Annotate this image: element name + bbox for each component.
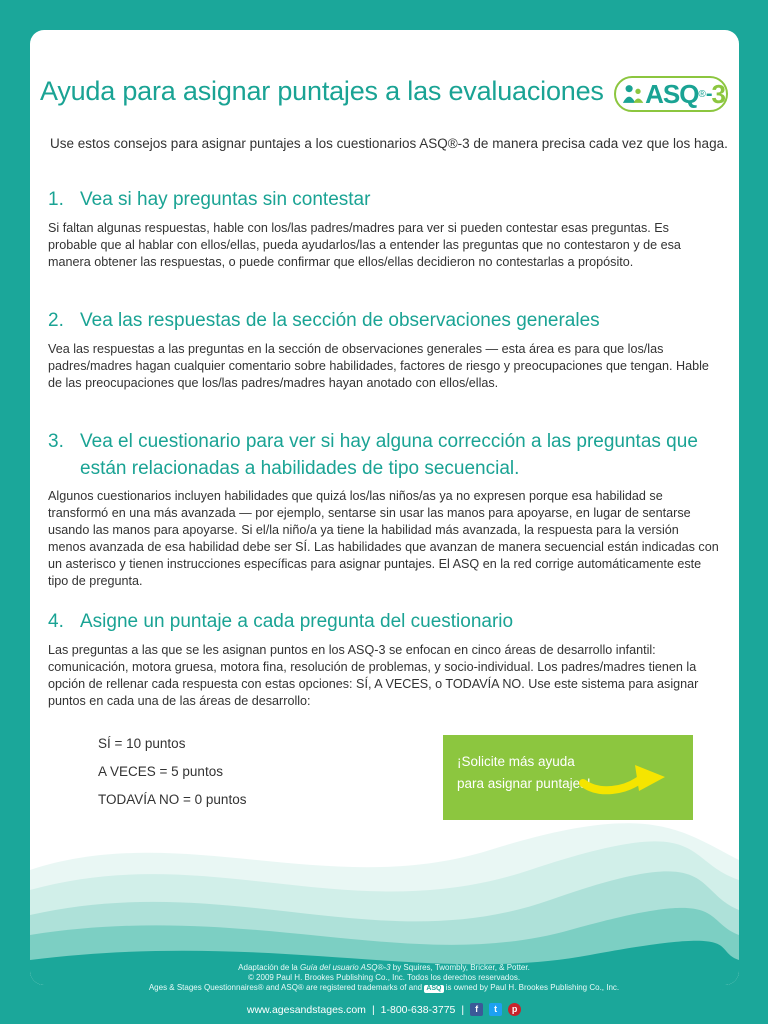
section-2-heading (48, 307, 600, 334)
section-title: Vea el cuestionario para ver si hay alguna corrección a las preguntas que (80, 431, 698, 452)
section-number: 2. (48, 310, 64, 331)
section-title-continued: están relacionadas a habilidades de tipo secuencial. (80, 458, 520, 479)
section-3-heading (48, 428, 698, 482)
footer-credits (0, 963, 768, 993)
document-card (30, 30, 739, 985)
footer-copyright: © 2009 Paul H. Brookes Publishing Co., Inc. Todos los derechos reservados. (247, 973, 521, 982)
cta-line-1: ¡Solicite más ayuda (457, 754, 575, 769)
asq-mini-logo: ASQ (426, 985, 442, 992)
section-title: Asigne un puntaje a cada pregunta del cuestionario (80, 611, 514, 632)
section-4-heading (48, 608, 513, 635)
facebook-icon[interactable]: f (470, 1003, 483, 1016)
footer-text: Adaptación de la (238, 963, 300, 972)
logo-registered: ® (698, 88, 706, 100)
separator: | (461, 1003, 465, 1016)
section-1-heading (48, 186, 370, 213)
section-title: Vea las respuestas de la sección de observaciones generales (80, 310, 600, 331)
section-title: Vea si hay preguntas sin contestar (80, 189, 371, 210)
logo-number: 3 (711, 78, 726, 109)
score-not-yet: TODAVÍA NO = 0 puntos (98, 792, 247, 807)
page-title: Ayuda para asignar puntajes a las evaluaciones (40, 76, 604, 106)
footer-text: is owned by Paul H. Brookes Publishing Co., Inc. (443, 983, 620, 992)
arrow-right-icon (579, 755, 669, 799)
footer-book-title: Guía del usuario ASQ®-3 (299, 963, 391, 972)
section-2-body: Vea las respuestas a las preguntas en la sección de observaciones generales — esta área es para que los/las padres/madres hagan cualquier comentario sobre habilidades, factores de riesgo y preocupaciones que tengan. Hable de las preocupaciones que los/las padres/madres hayan anotado con ellos/ellas. (48, 342, 709, 390)
section-number: 4. (48, 611, 64, 632)
request-help-button[interactable] (443, 735, 693, 820)
score-yes: SÍ = 10 puntos (98, 736, 186, 751)
asq3-logo: ASQ ® - 3 (614, 76, 728, 112)
footer-text: by Squires, Twombly, Bricker, & Potter. (390, 963, 530, 972)
footer-contact (0, 1003, 768, 1016)
section-3-body: Algunos cuestionarios incluyen habilidades que quizá los/las niños/as ya no expresen porque esa habilidad se transformó en una más avanzada — por ejemplo, sentarse sin usar las manos para apoyarse, en lugar de sentarse usando las manos para apoyarse. Si el/la niño/a ya tiene la habilidad más avanzada, la respuesta para la versión menos avanzada de esa habilidad debe ser SÍ. Las habilidades que avanzan de manera secuencial están indicadas con un asterisco y tienen instrucciones específicas para asignar puntajes. El ASQ en la red corrige automáticamente este tipo de pregunta. (48, 489, 719, 588)
footer-adaptation (0, 963, 768, 973)
section-number: 1. (48, 189, 64, 210)
logo-text: ASQ (645, 78, 699, 109)
decorative-waves (30, 810, 739, 985)
phone-number: 1-800-638-3775 (380, 1003, 456, 1016)
twitter-icon[interactable]: t (489, 1003, 502, 1016)
section-4-body: Las preguntas a las que se les asignan puntos en los ASQ-3 se enfocan en cinco áreas de desarrollo infantil: comunicación, motora gruesa, motora fina, resolución de problemas, y socio-individual. Los padres/madres tienen la opción de rellenar cada respuesta con estas opciones: SÍ, A VECES, o TODAVÍA NO. Use este sistema para asignar puntos en cada una de las áreas de desarrollo: (48, 643, 699, 708)
section-1-body: Si faltan algunas respuestas, hable con los/las padres/madres para ver si pueden contestar esas preguntas. Es probable que al hablar con ellos/ellas, pueda ayudarlos/las a entender las preguntas que no contestaron y de esa manera obtener las respuestas, o puede confirmar que ellos/ellas decidieron no contestarlas a propósito. (48, 221, 681, 269)
pinterest-icon[interactable]: p (508, 1003, 521, 1016)
footer-trademarks (0, 983, 768, 993)
separator: | (371, 1003, 375, 1016)
cta-line-2: para asignar puntajes! (457, 776, 591, 791)
website-link[interactable]: www.agesandstages.com (246, 1003, 366, 1016)
intro-text: Use estos consejos para asignar puntajes a los cuestionarios ASQ®-3 de manera precisa cada vez que los haga. (50, 136, 728, 151)
score-sometimes: A VECES = 5 puntos (98, 764, 223, 779)
family-icon (622, 82, 645, 106)
section-number: 3. (48, 431, 64, 452)
footer-text: Ages & Stages Questionnaires® and ASQ® are registered trademarks of and (148, 983, 425, 992)
